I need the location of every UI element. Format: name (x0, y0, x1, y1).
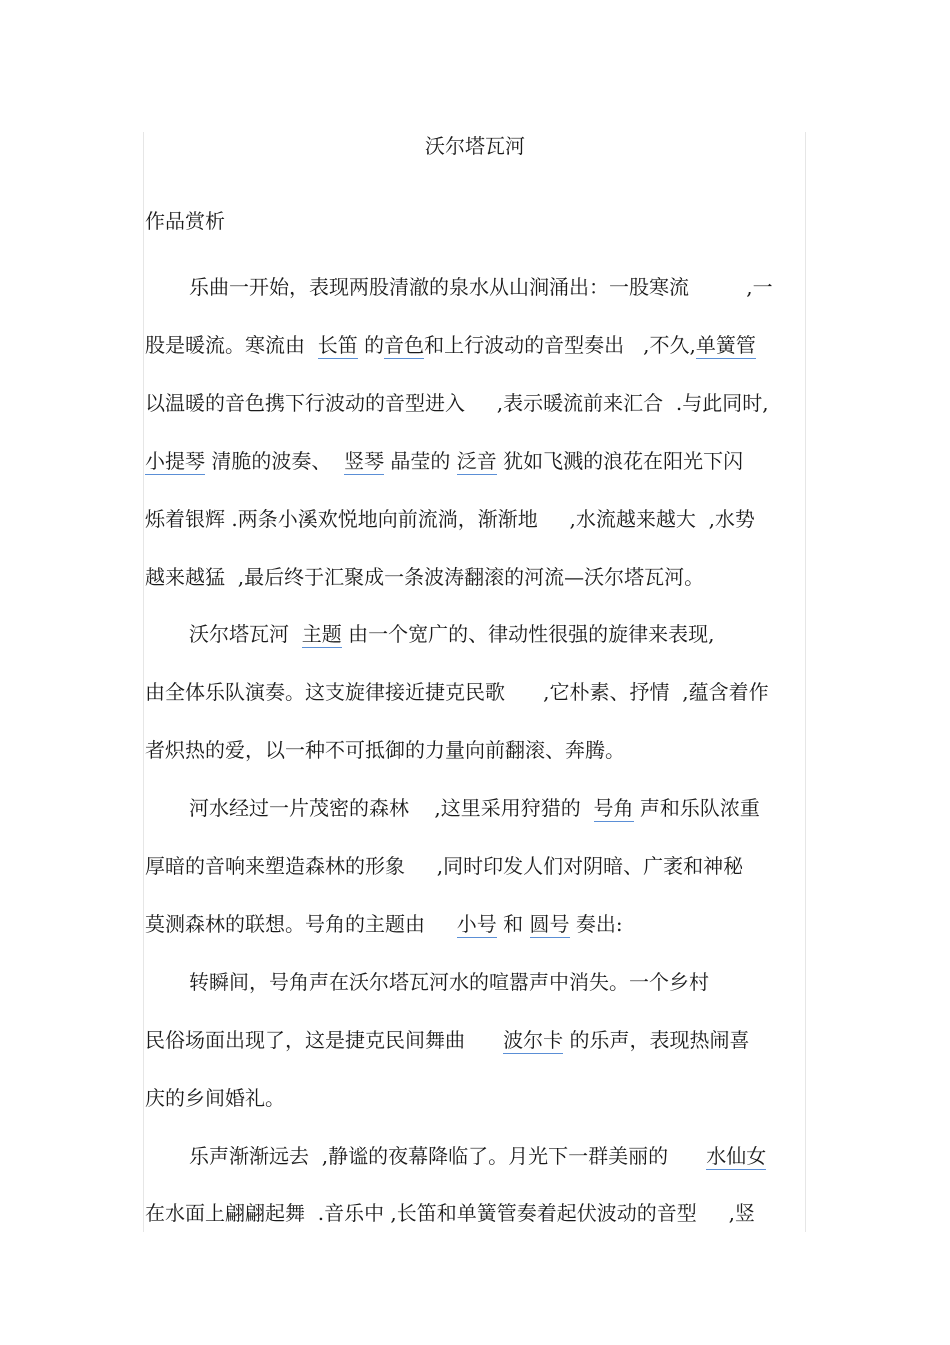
body-text-line (189, 620, 714, 648)
text-segment: 和 (496, 911, 530, 936)
text-segment: 由一个宽广的、律动性很强的旋律来表现, (341, 622, 715, 647)
body-text-line (145, 678, 769, 706)
text-segment: 的乐声，表现热闹喜 (563, 1027, 750, 1052)
page-margin-rule-left (143, 132, 144, 1232)
body-text-line (145, 331, 756, 359)
text-segment: 犹如飞溅的浪花在阳光下闪 (496, 448, 744, 473)
page-margin-rule-right (805, 132, 806, 1232)
underlined-term: 主题 (301, 622, 342, 647)
underlined-term: 号角 (593, 796, 634, 821)
underlined-term: 单簧管 (695, 332, 756, 357)
text-segment: 沃尔塔瓦河 (189, 622, 302, 647)
body-text-line (189, 1142, 766, 1170)
text-segment: 庆的乡间婚礼。 (145, 1085, 285, 1110)
underlined-term: 水仙女 (706, 1143, 767, 1168)
body-text-line (145, 1026, 750, 1054)
text-segment: 由全体乐队演奏。这支旋律接近捷克民歌 ,它朴素、抒情 ,蕴含着作 (145, 680, 769, 705)
body-text-line (145, 1199, 755, 1227)
text-segment: 清脆的波奏、 (205, 448, 345, 473)
text-segment: 声和乐队浓重 (633, 796, 760, 821)
body-text-line (189, 968, 709, 996)
text-segment: 越来越猛 ,最后终于汇聚成一条波涛翻滚的河流—沃尔塔瓦河。 (145, 564, 705, 589)
text-segment: 厚暗的音响来塑造森林的形象 ,同时印发人们对阴暗、广袤和神秘 (145, 854, 744, 878)
underlined-term: 圆号 (529, 911, 570, 936)
text-segment: 和上行波动的音型奏出 ,不久, (424, 332, 696, 357)
underlined-term: 音色 (384, 332, 425, 357)
text-segment: 者炽热的爱，以一种不可抵御的力量向前翻滚、奔腾。 (145, 738, 625, 763)
text-segment: 烁着银辉 .两条小溪欢悦地向前流淌，渐渐地 ,水流越来越大 ,水势 (145, 506, 755, 531)
document-title: 沃尔塔瓦河 (425, 134, 525, 158)
underlined-term: 波尔卡 (503, 1027, 564, 1052)
underlined-term: 泛音 (456, 448, 497, 473)
text-segment: 转瞬间，号角声在沃尔塔瓦河水的喧嚣声中消失。一个乡村 (189, 969, 709, 994)
body-text-line (145, 852, 743, 880)
text-segment: 股是暖流。寒流由 (145, 332, 318, 357)
text-segment: 乐声渐渐远去 ,静谧的夜幕降临了。月光下一群美丽的 (189, 1143, 707, 1168)
text-segment: 在水面上翩翩起舞 .音乐中 ,长笛和单簧管奏着起伏波动的音型 ,竖 (145, 1201, 755, 1226)
text-segment: 乐曲一开始，表现两股清澈的泉水从山涧涌出：一股寒流 ,一 (189, 275, 773, 299)
text-segment: 的 (357, 332, 385, 357)
section-heading: 作品赏析 (145, 209, 225, 233)
underlined-term: 小提琴 (145, 448, 205, 473)
text-segment: 莫测森林的联想。号角的主题由 (145, 911, 457, 936)
text-segment: 民俗场面出现了，这是捷克民间舞曲 (145, 1027, 504, 1052)
body-text-line (145, 1084, 285, 1112)
body-text-line (145, 505, 755, 533)
body-text-line (189, 273, 773, 301)
underlined-term: 长笛 (317, 332, 358, 357)
text-segment: 河水经过一片茂密的森林 ,这里采用狩猎的 (189, 796, 594, 821)
body-text-line (145, 389, 769, 417)
underlined-term: 竖琴 (344, 448, 385, 473)
body-text-line (145, 736, 625, 764)
underlined-term: 小号 (456, 911, 497, 936)
body-text-line (189, 794, 760, 822)
body-text-line (145, 910, 623, 938)
body-text-line (145, 447, 743, 475)
body-text-line (145, 563, 704, 591)
text-segment: 晶莹的 (384, 448, 457, 473)
text-segment: 以温暖的音色携下行波动的音型进入 ,表示暖流前来汇合 .与此同时, (145, 390, 769, 415)
text-segment: 奏出: (569, 911, 623, 936)
